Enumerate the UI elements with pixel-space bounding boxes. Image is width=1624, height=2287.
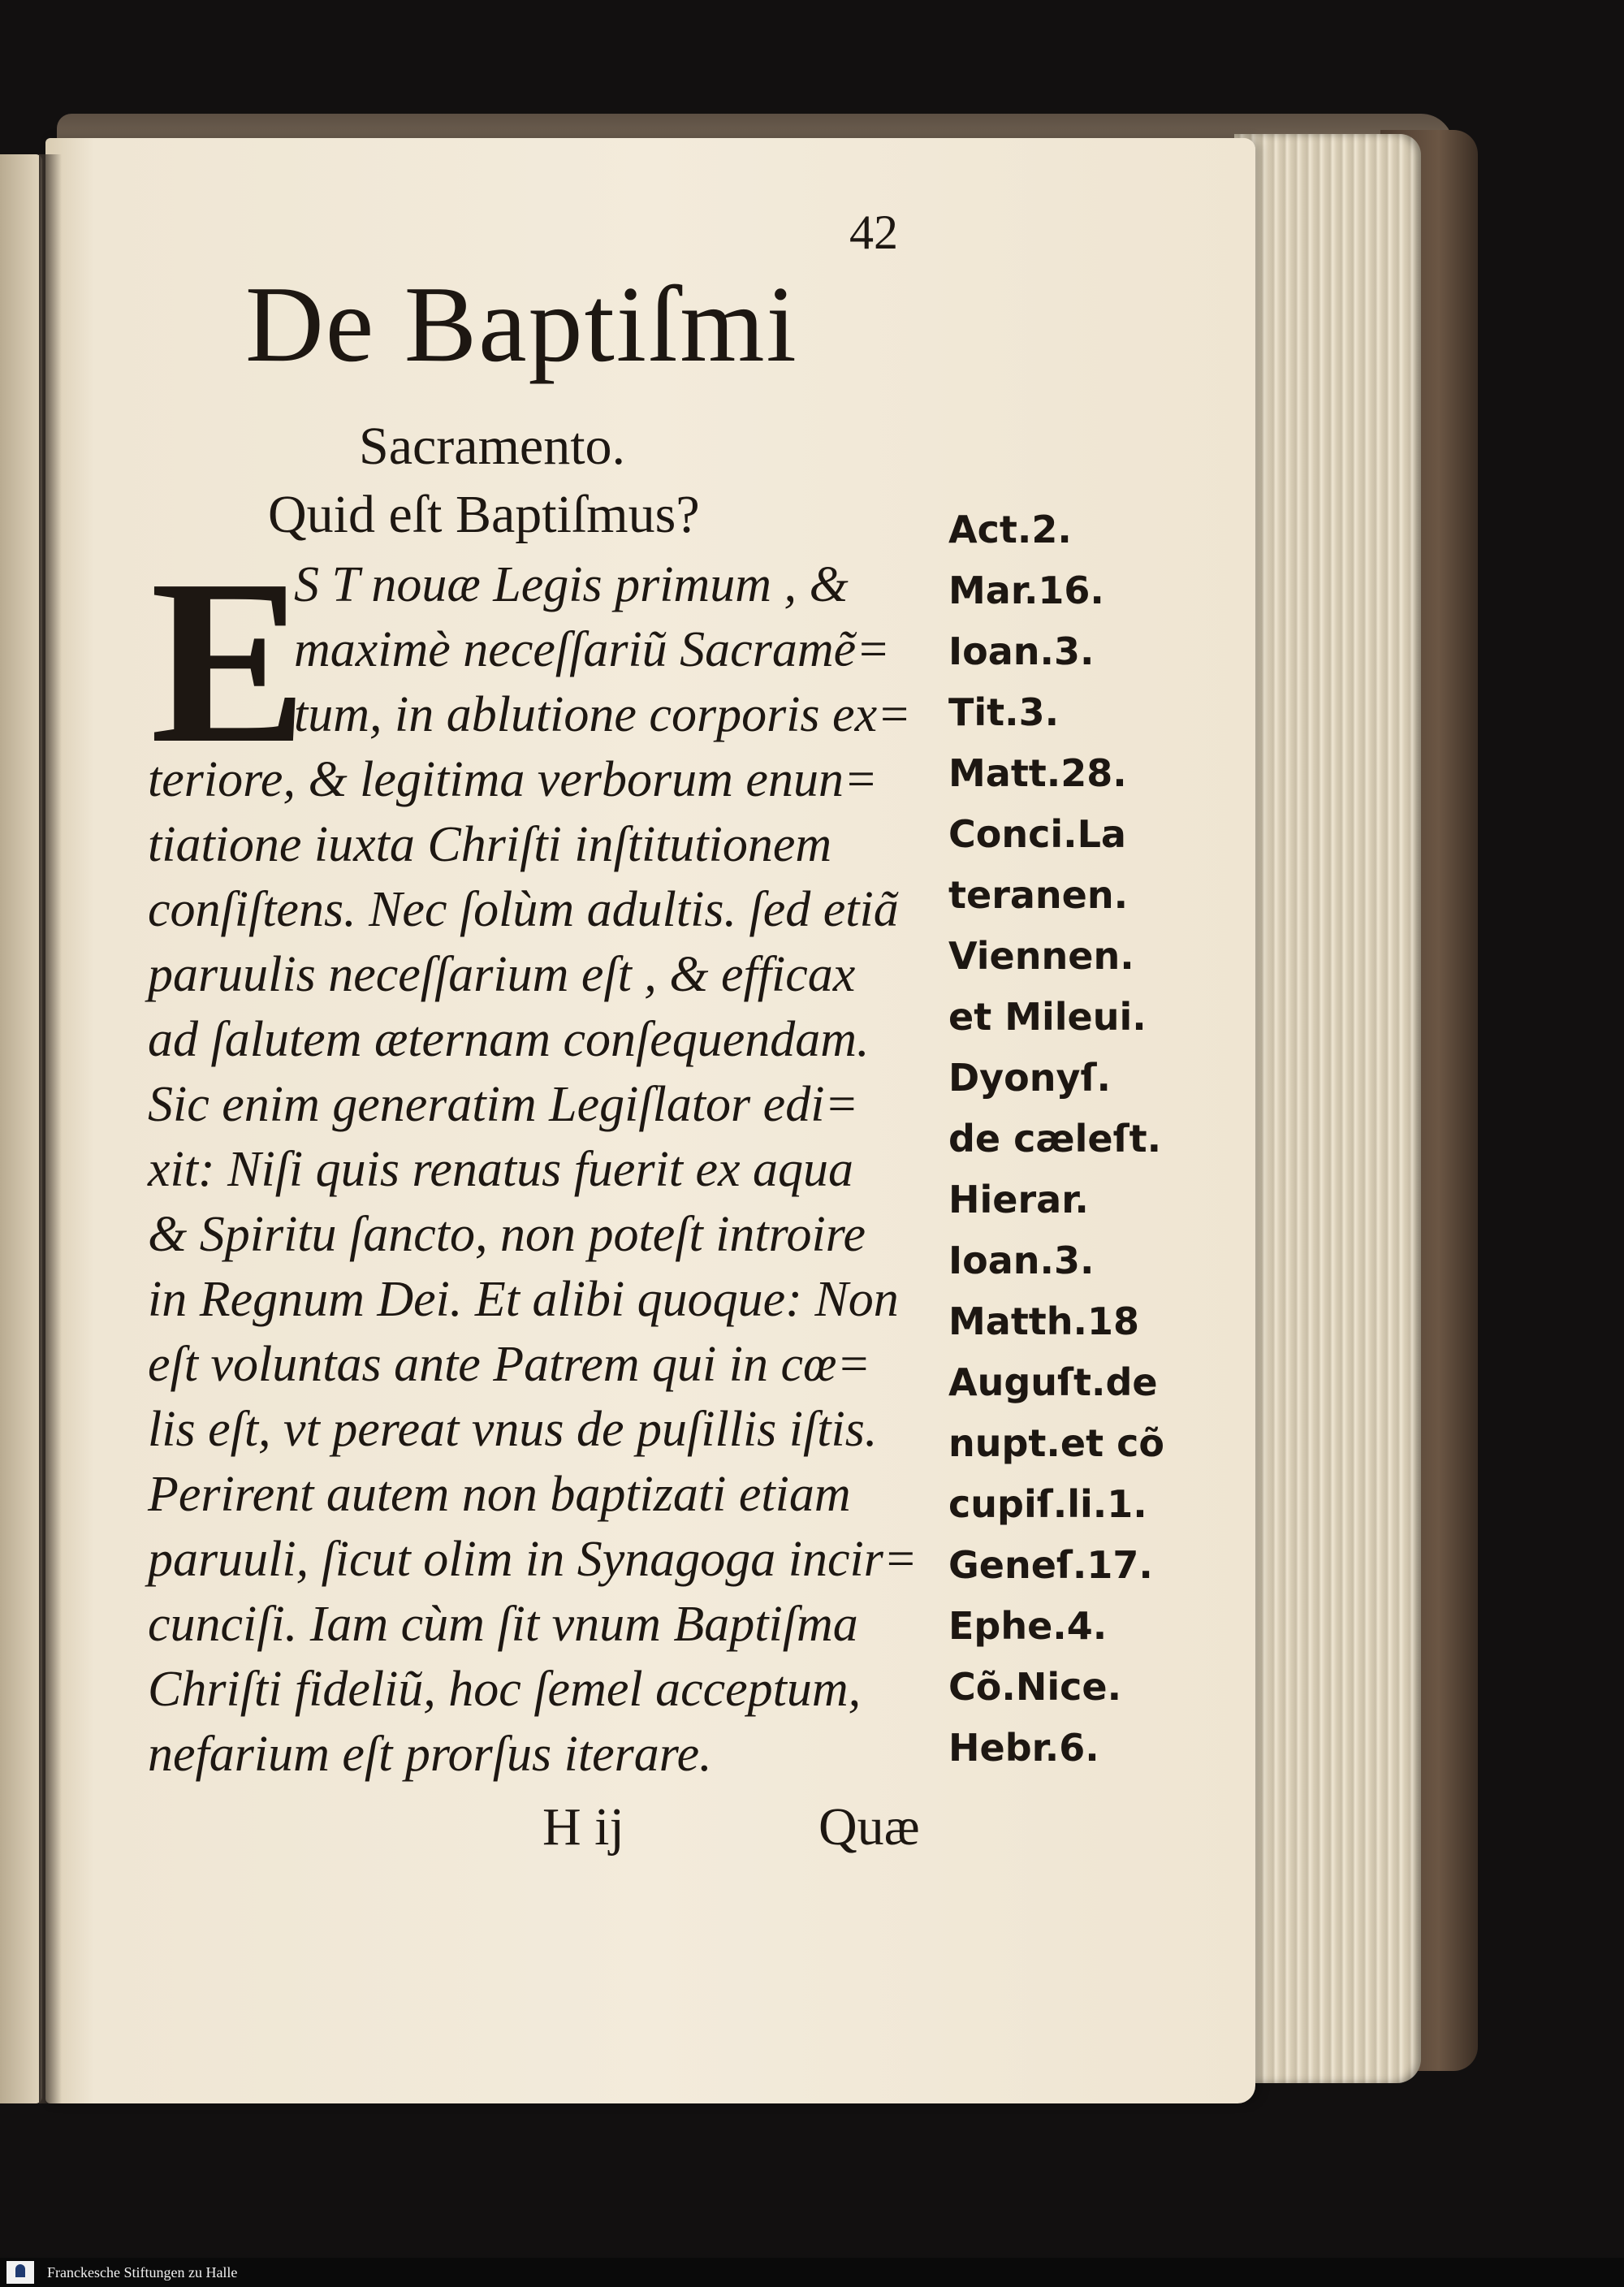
body-line: teriore, & legitima verborum enun= (148, 752, 878, 807)
margin-note: Mar.16. (948, 569, 1104, 612)
margin-note: Cõ.Nice. (948, 1665, 1122, 1709)
body-line: paruulis neceſſarium eſt , & efficax (148, 947, 856, 1002)
margin-note: Viennen. (948, 934, 1134, 978)
footer-institution: Franckesche Stiftungen zu Halle (47, 2264, 238, 2281)
body-line: Perirent autem non baptizati etiam (148, 1467, 851, 1522)
body-line: tum, in ablutione corporis ex= (294, 687, 911, 742)
body-line: & Spiritu ſancto, non poteſt introire (148, 1207, 866, 1262)
page-number: 42 (849, 205, 898, 259)
signature-mark: H ij (542, 1797, 624, 1857)
spine-shadow (39, 154, 62, 2103)
margin-note: cupiſ.li.1. (948, 1482, 1147, 1526)
previous-page-edge (0, 154, 42, 2103)
body-line: conſiſtens. Nec ſolùm adultis. ſed etiã (148, 882, 899, 937)
margin-note: Matt.28. (948, 751, 1127, 795)
margin-note: Ephe.4. (948, 1604, 1108, 1648)
body-line: tiatione iuxta Chriſti inſtitutionem (148, 817, 832, 872)
body-line: xit: Niſi quis renatus fuerit ex aqua (148, 1142, 854, 1197)
margin-note: Hierar. (948, 1178, 1089, 1221)
body-line: nefarium eſt prorſus iterare. (148, 1727, 712, 1782)
chapter-title: De Baptiſmi (245, 264, 798, 384)
margin-note: Ioan.3. (948, 629, 1095, 673)
chapter-subtitle: Sacramento. (359, 417, 626, 476)
drop-cap: E (150, 531, 308, 792)
body-line: Chriſti fideliũ, hoc ſemel acceptum, (148, 1662, 862, 1717)
margin-note: Matth.18 (948, 1299, 1140, 1343)
body-line: ad ſalutem æternam conſequendam. (148, 1012, 870, 1067)
margin-note: Conci.La (948, 812, 1126, 856)
margin-note: Dyonyſ. (948, 1056, 1111, 1100)
margin-note: de cæleſt. (948, 1117, 1162, 1161)
margin-note: Auguſt.de (948, 1360, 1158, 1404)
body-line: eſt voluntas ante Patrem qui in cœ= (148, 1337, 871, 1392)
body-line: lis eſt, vt pereat vnus de puſillis iſtis. (148, 1402, 878, 1457)
body-line: Sic enim generatim Legiſlator edi= (148, 1077, 859, 1132)
question-heading: Quid eſt Baptiſmus? (268, 485, 700, 544)
margin-note: Geneſ.17. (948, 1543, 1153, 1587)
body-line: paruuli, ſicut olim in Synagoga incir= (148, 1532, 918, 1587)
margin-note: Hebr.6. (948, 1726, 1099, 1770)
margin-note: teranen. (948, 873, 1129, 917)
catchword: Quæ (818, 1797, 920, 1857)
margin-note: Ioan.3. (948, 1239, 1095, 1282)
margin-note: Tit.3. (948, 690, 1060, 734)
margin-note: Act.2. (948, 508, 1072, 551)
body-line: cunciſi. Iam cùm ſit vnum Baptiſma (148, 1597, 858, 1652)
footer-bar (0, 2258, 1624, 2287)
margin-note: et Mileui. (948, 995, 1147, 1039)
page-block-edges (1234, 134, 1421, 2083)
margin-note: nupt.et cõ (948, 1421, 1164, 1465)
institution-logo-icon (6, 2261, 34, 2284)
body-line: in Regnum Dei. Et alibi quoque: Non (148, 1272, 899, 1327)
body-line: maximè neceſſariũ Sacramẽ= (294, 622, 890, 677)
body-line: S T nouæ Legis primum , & (294, 557, 849, 612)
